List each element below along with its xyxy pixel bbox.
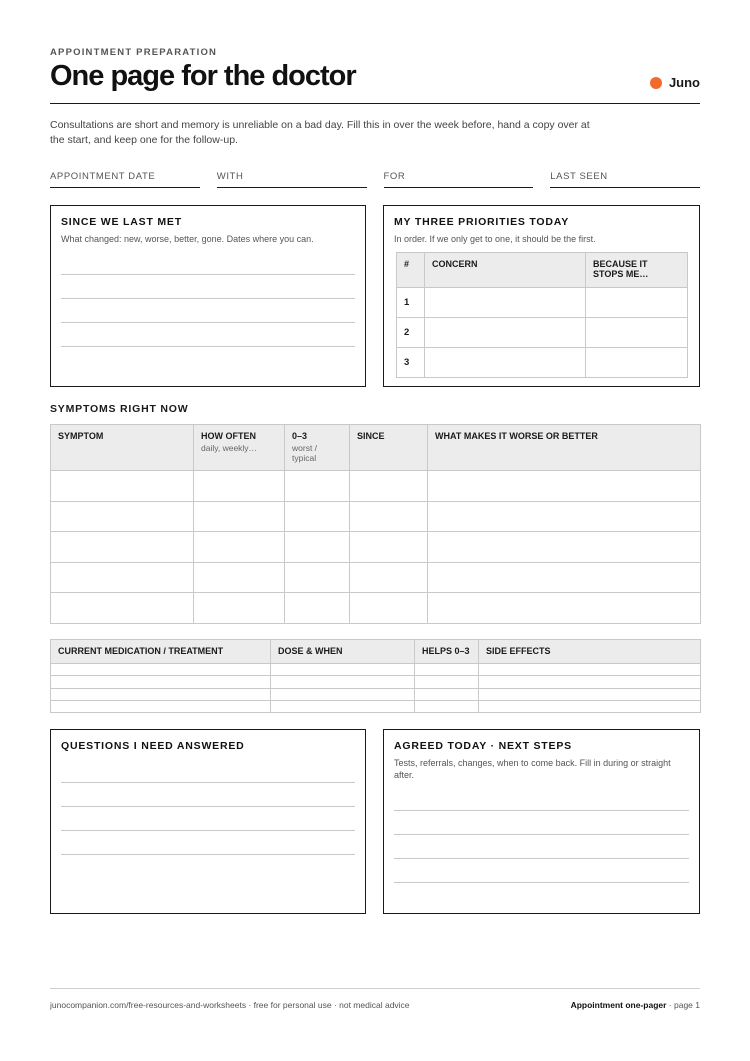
table-cell[interactable] [350, 532, 428, 563]
table-cell[interactable] [415, 664, 479, 676]
table-header-row [51, 640, 701, 664]
write-line[interactable] [61, 782, 355, 783]
worksheet-page [50, 0, 700, 1061]
row-number: 3 [397, 348, 425, 378]
table-cell[interactable] [51, 664, 271, 676]
table-cell[interactable] [479, 664, 701, 676]
table-cell[interactable] [271, 676, 415, 688]
table-cell[interactable] [194, 501, 285, 532]
col-header-label: SYMPTOM [58, 431, 104, 441]
write-line[interactable] [394, 810, 689, 811]
intro-text: Consultations are short and memory is unreliable on a bad day. Fill this in over the week before, hand a copy over at the start, and keep one for the follow-up. [50, 119, 590, 146]
write-line[interactable] [61, 346, 355, 347]
table-row [51, 532, 701, 563]
agreed-next-steps-box [383, 729, 700, 914]
table-cell[interactable] [194, 471, 285, 502]
table-cell[interactable] [285, 471, 350, 502]
symptoms-section-label: SYMPTOMS RIGHT NOW [50, 403, 189, 415]
priorities-subtitle: In order. If we only get to one, it should be the first. [394, 234, 596, 244]
write-line[interactable] [61, 322, 355, 323]
table-header-row [397, 253, 688, 288]
table-cell[interactable] [428, 593, 701, 624]
write-line[interactable] [61, 274, 355, 275]
table-cell[interactable] [271, 700, 415, 712]
field-last-seen[interactable]: LAST SEEN [550, 171, 700, 188]
write-line[interactable] [61, 298, 355, 299]
field-with[interactable]: WITH [217, 171, 367, 188]
table-row [51, 688, 701, 700]
write-line[interactable] [394, 882, 689, 883]
table-cell[interactable] [479, 700, 701, 712]
table-cell[interactable] [271, 688, 415, 700]
since-subtitle: What changed: new, worse, better, gone. Dates where you can. [61, 234, 314, 244]
col-header-helps: HELPS 0–3 [415, 640, 479, 664]
row-number: 2 [397, 318, 425, 348]
table-cell[interactable] [479, 676, 701, 688]
brand-name: Juno [668, 75, 700, 90]
footer-doc-name: Appointment one-pager [570, 1000, 667, 1010]
field-for[interactable]: FOR [384, 171, 534, 188]
write-line[interactable] [394, 834, 689, 835]
table-cell[interactable] [479, 688, 701, 700]
agreed-subtitle: Tests, referrals, changes, when to come back. Fill in during or straight after. [394, 758, 671, 780]
table-cell[interactable] [415, 676, 479, 688]
because-cell[interactable] [586, 318, 688, 348]
table-row [397, 288, 688, 318]
table-row [51, 676, 701, 688]
since-title: SINCE WE LAST MET [61, 216, 182, 228]
col-header-medication: CURRENT MEDICATION / TREATMENT [51, 640, 271, 664]
write-line[interactable] [61, 854, 355, 855]
col-header-hint: worst / typical [292, 443, 318, 463]
table-cell[interactable] [285, 532, 350, 563]
write-line[interactable] [394, 858, 689, 859]
eyebrow-label: APPOINTMENT PREPARATION [50, 47, 218, 58]
concern-cell[interactable] [425, 348, 586, 378]
footer-source: junocompanion.com/free-resources-and-worksheets · free for personal use · not medical advice [50, 1000, 410, 1010]
table-cell[interactable] [428, 562, 701, 593]
because-cell[interactable] [586, 348, 688, 378]
col-header-hint: daily, weekly… [201, 443, 258, 453]
col-header-how-often [194, 425, 285, 471]
col-header-concern: CONCERN [425, 253, 586, 288]
table-cell[interactable] [271, 664, 415, 676]
col-header-label: WHAT MAKES IT WORSE OR BETTER [435, 431, 598, 441]
table-row [51, 664, 701, 676]
table-cell[interactable] [350, 471, 428, 502]
medication-table [50, 639, 701, 713]
col-header-symptom [51, 425, 194, 471]
col-header-number: # [397, 253, 425, 288]
write-line[interactable] [61, 806, 355, 807]
table-row [51, 562, 701, 593]
table-row [51, 700, 701, 712]
since-we-last-met-box [50, 205, 366, 387]
table-cell[interactable] [51, 700, 271, 712]
col-header-label: SINCE [357, 431, 385, 441]
table-cell[interactable] [350, 593, 428, 624]
table-cell[interactable] [350, 501, 428, 532]
col-header-because: BECAUSE IT STOPS ME… [586, 253, 688, 288]
table-cell[interactable] [194, 593, 285, 624]
header-divider [50, 103, 700, 104]
col-header-since [350, 425, 428, 471]
table-cell[interactable] [428, 471, 701, 502]
table-cell[interactable] [415, 688, 479, 700]
table-row [51, 501, 701, 532]
table-cell[interactable] [350, 562, 428, 593]
footer-page-info [571, 1000, 700, 1010]
table-cell[interactable] [51, 532, 194, 563]
table-cell[interactable] [51, 471, 194, 502]
priorities-box [383, 205, 700, 387]
table-cell[interactable] [285, 562, 350, 593]
table-cell[interactable] [51, 593, 194, 624]
col-header-worse-better [428, 425, 701, 471]
page-title: One page for the doctor [50, 60, 356, 92]
col-header-side-effects: SIDE EFFECTS [479, 640, 701, 664]
col-header-label: 0–3 [292, 431, 308, 441]
table-cell[interactable] [285, 501, 350, 532]
col-header-severity [285, 425, 350, 471]
priorities-table [396, 252, 688, 378]
table-row [51, 593, 701, 624]
questions-box [50, 729, 366, 914]
table-cell[interactable] [194, 562, 285, 593]
because-cell[interactable] [586, 288, 688, 318]
concern-cell[interactable] [425, 288, 586, 318]
symptoms-table [50, 424, 701, 624]
questions-title: QUESTIONS I NEED ANSWERED [61, 740, 245, 752]
brand-logo [650, 75, 700, 90]
table-cell[interactable] [428, 532, 701, 563]
field-appointment-date[interactable]: APPOINTMENT DATE [50, 171, 200, 188]
table-cell[interactable] [51, 676, 271, 688]
table-cell[interactable] [428, 501, 701, 532]
table-cell[interactable] [194, 532, 285, 563]
priorities-title: MY THREE PRIORITIES TODAY [394, 216, 570, 228]
write-line[interactable] [61, 830, 355, 831]
table-cell[interactable] [51, 562, 194, 593]
col-header-label: HOW OFTEN [201, 431, 256, 441]
concern-cell[interactable] [425, 318, 586, 348]
col-header-dose: DOSE & WHEN [271, 640, 415, 664]
brand-dot-icon [650, 77, 662, 89]
appointment-fields [50, 171, 700, 188]
table-row [397, 348, 688, 378]
table-row [397, 318, 688, 348]
table-cell[interactable] [285, 593, 350, 624]
table-cell[interactable] [51, 688, 271, 700]
row-number: 1 [397, 288, 425, 318]
table-row [51, 471, 701, 502]
footer-page-number: · page 1 [666, 1000, 700, 1010]
table-cell[interactable] [415, 700, 479, 712]
footer-divider [50, 988, 700, 989]
table-header-row [51, 425, 701, 471]
agreed-title: AGREED TODAY · NEXT STEPS [394, 740, 572, 752]
table-cell[interactable] [51, 501, 194, 532]
